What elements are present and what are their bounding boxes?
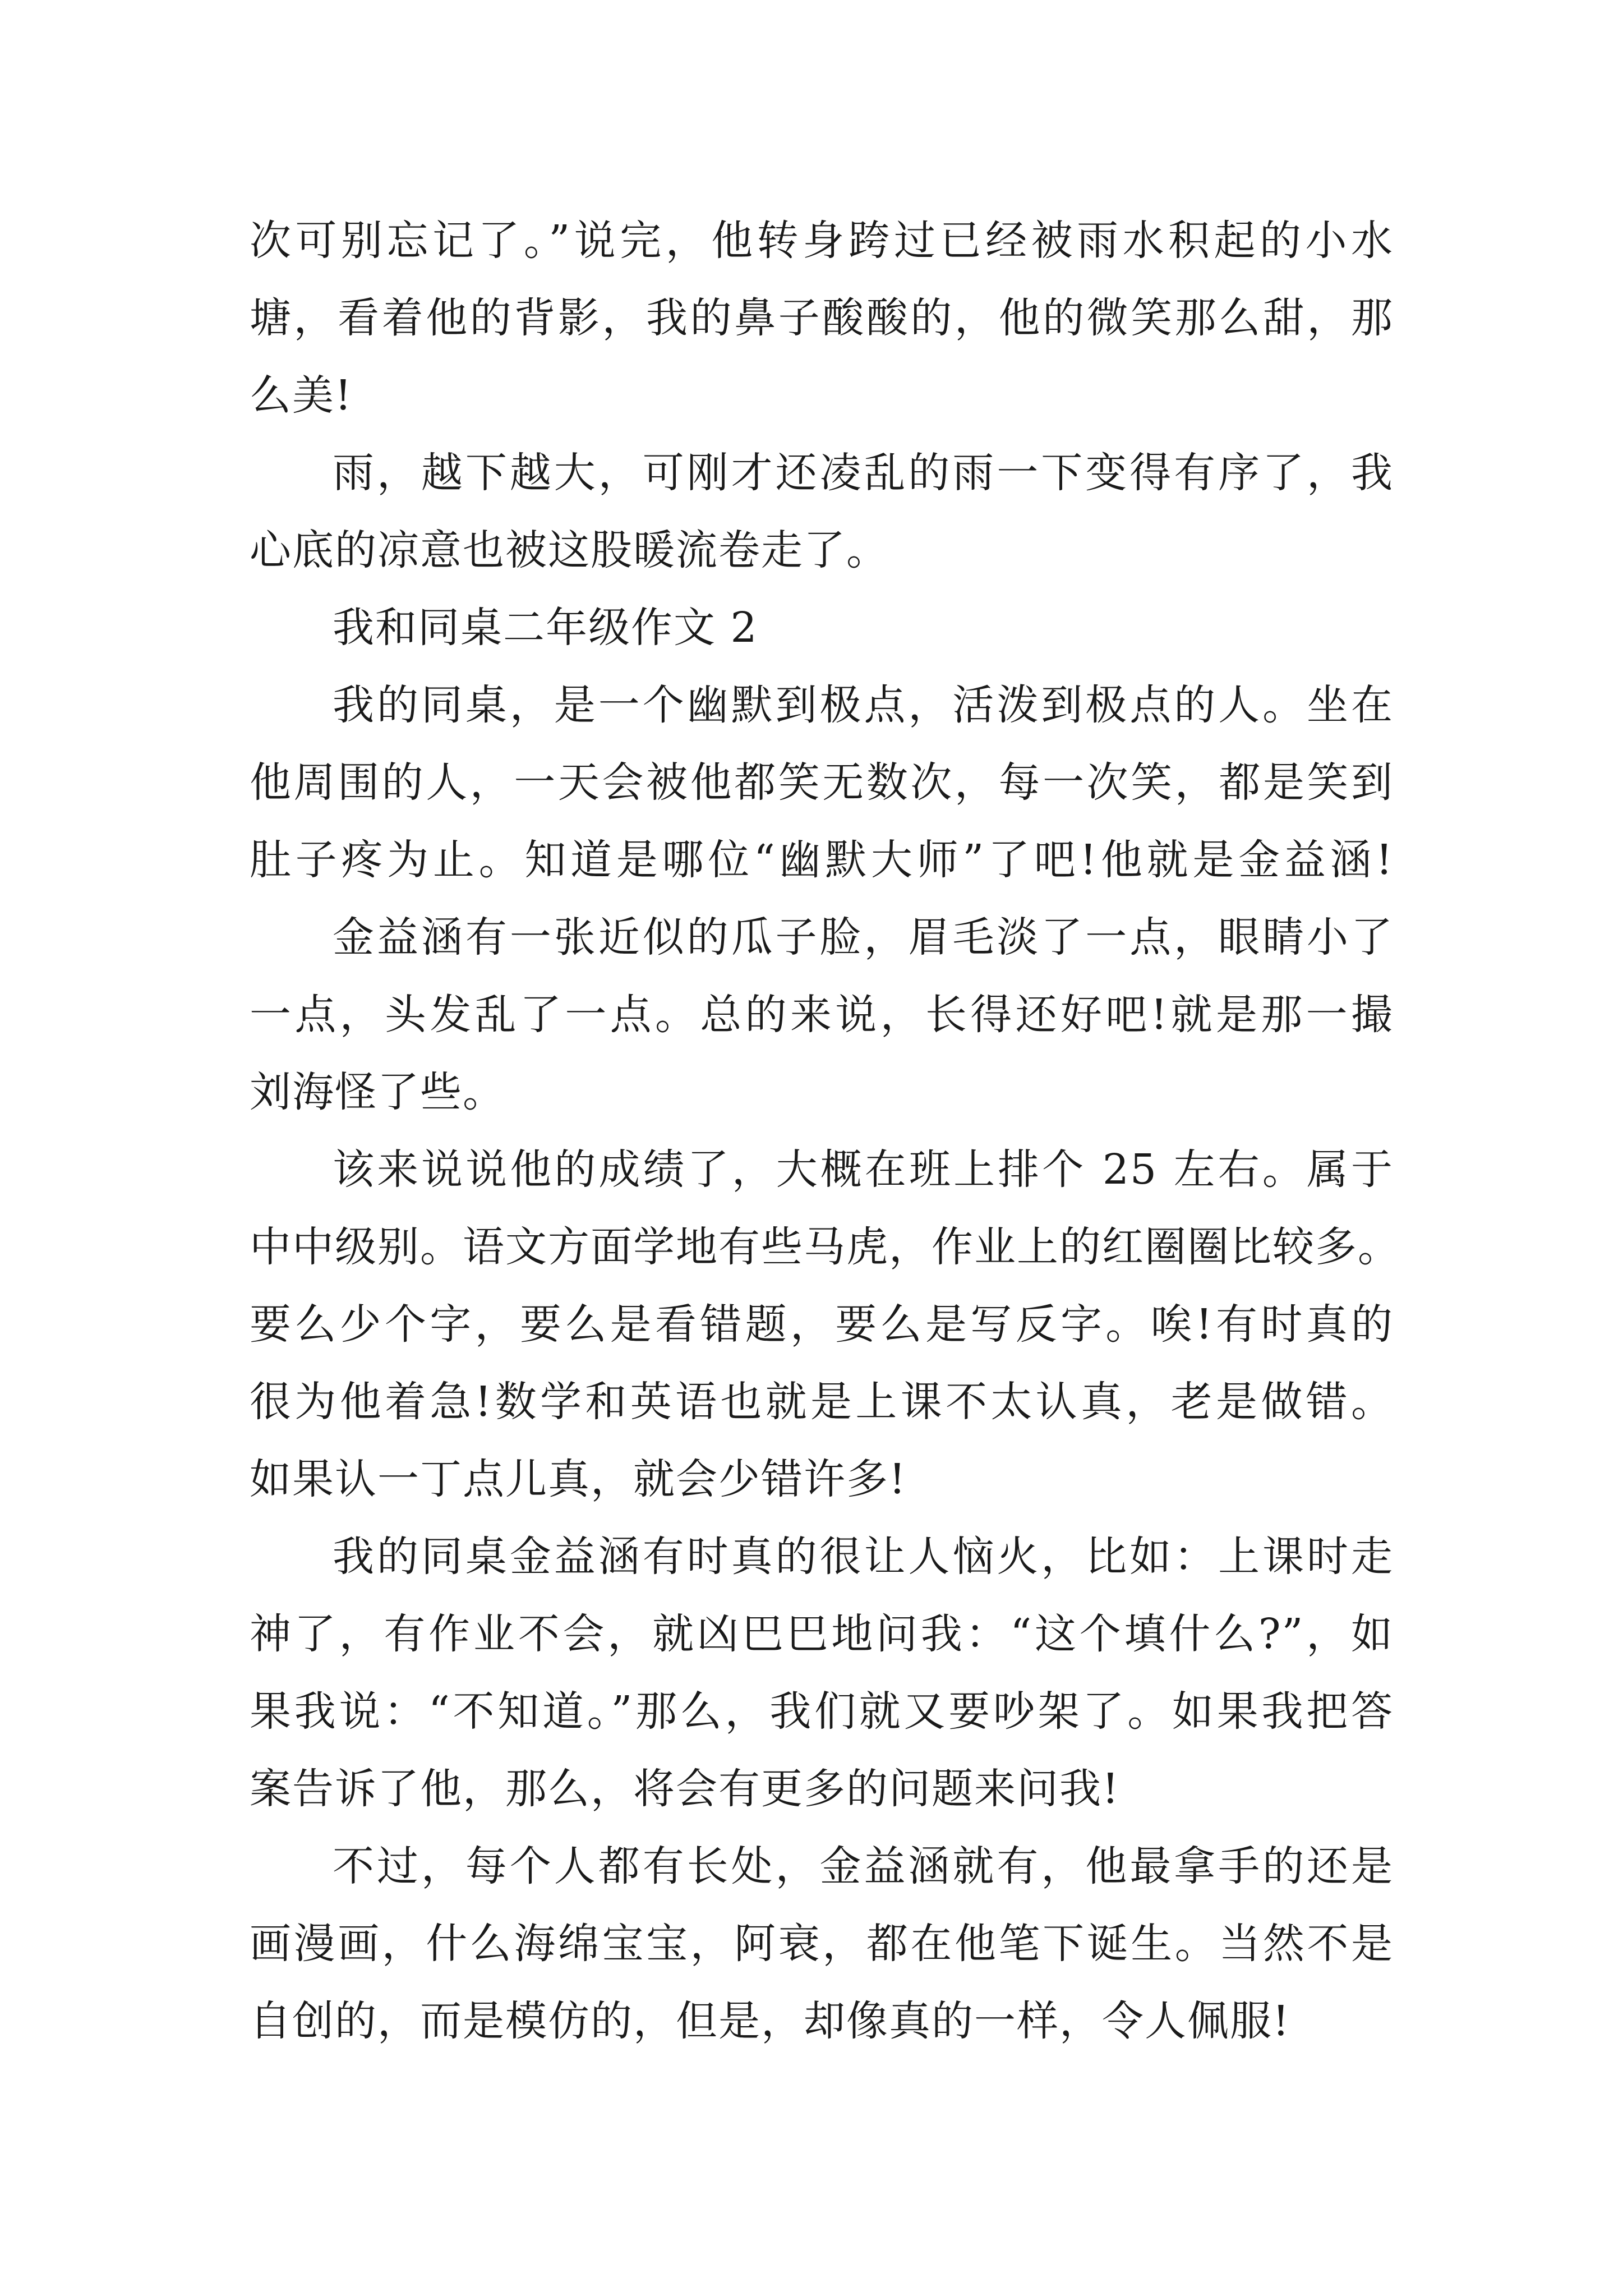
- paragraph-start-line: 不过，每个人都有长处，金益涵就有，他最拿手的还是: [333, 1842, 1394, 1890]
- text-line: 如果认一丁点儿真，就会少错许多!: [250, 1455, 907, 1503]
- text-line: 塘，看着他的背影，我的鼻子酸酸的，他的微笑那么甜，那: [250, 294, 1394, 342]
- text-line: 次可别忘记了。”说完，他转身跨过已经被雨水积起的小水: [250, 217, 1394, 265]
- paragraph-start-line: 该来说说他的成绩了，大概在班上排个 25 左右。属于: [333, 1145, 1394, 1194]
- paragraph-start-line: 金益涵有一张近似的瓜子脸，眉毛淡了一点，眼睛小了: [333, 913, 1394, 961]
- text-line: 画漫画，什么海绵宝宝，阿衰，都在他笔下诞生。当然不是: [250, 1920, 1394, 1968]
- text-line: 肚子疼为止。知道是哪位“幽默大师”了吧!他就是金益涵!: [250, 836, 1394, 884]
- essay-title: 我和同桌二年级作文 2: [333, 604, 758, 652]
- paragraph-start-line: 我的同桌，是一个幽默到极点，活泼到极点的人。坐在: [333, 681, 1394, 729]
- text-line: 么美!: [250, 371, 353, 420]
- text-line: 案告诉了他，那么，将会有更多的问题来问我!: [250, 1765, 1120, 1813]
- text-line: 果我说：“不知道。”那么，我们就又要吵架了。如果我把答: [250, 1687, 1394, 1736]
- text-line: 他周围的人，一天会被他都笑无数次，每一次笑，都是笑到: [250, 758, 1394, 807]
- text-line: 刘海怪了些。: [250, 1068, 505, 1116]
- paragraph-start-line: 雨，越下越大，可刚才还凌乱的雨一下变得有序了，我: [333, 449, 1394, 497]
- text-line: 很为他着急!数学和英语也就是上课不太认真，老是做错。: [250, 1378, 1394, 1426]
- text-line: 要么少个字，要么是看错题，要么是写反字。唉!有时真的: [250, 1300, 1394, 1349]
- text-line: 一点，头发乱了一点。总的来说，长得还好吧!就是那一撮: [250, 991, 1394, 1039]
- text-line: 自创的，而是模仿的，但是，却像真的一样，令人佩服!: [250, 1997, 1290, 2045]
- text-line: 中中级别。语文方面学地有些马虎，作业上的红圈圈比较多。: [250, 1223, 1400, 1271]
- text-line: 神了，有作业不会，就凶巴巴地问我：“这个填什么?”，如: [250, 1610, 1394, 1658]
- essay-body: [250, 202, 1400, 2060]
- text-line: 心底的凉意也被这股暖流卷走了。: [250, 526, 889, 574]
- paragraph-start-line: 我的同桌金益涵有时真的很让人恼火，比如：上课时走: [333, 1533, 1394, 1581]
